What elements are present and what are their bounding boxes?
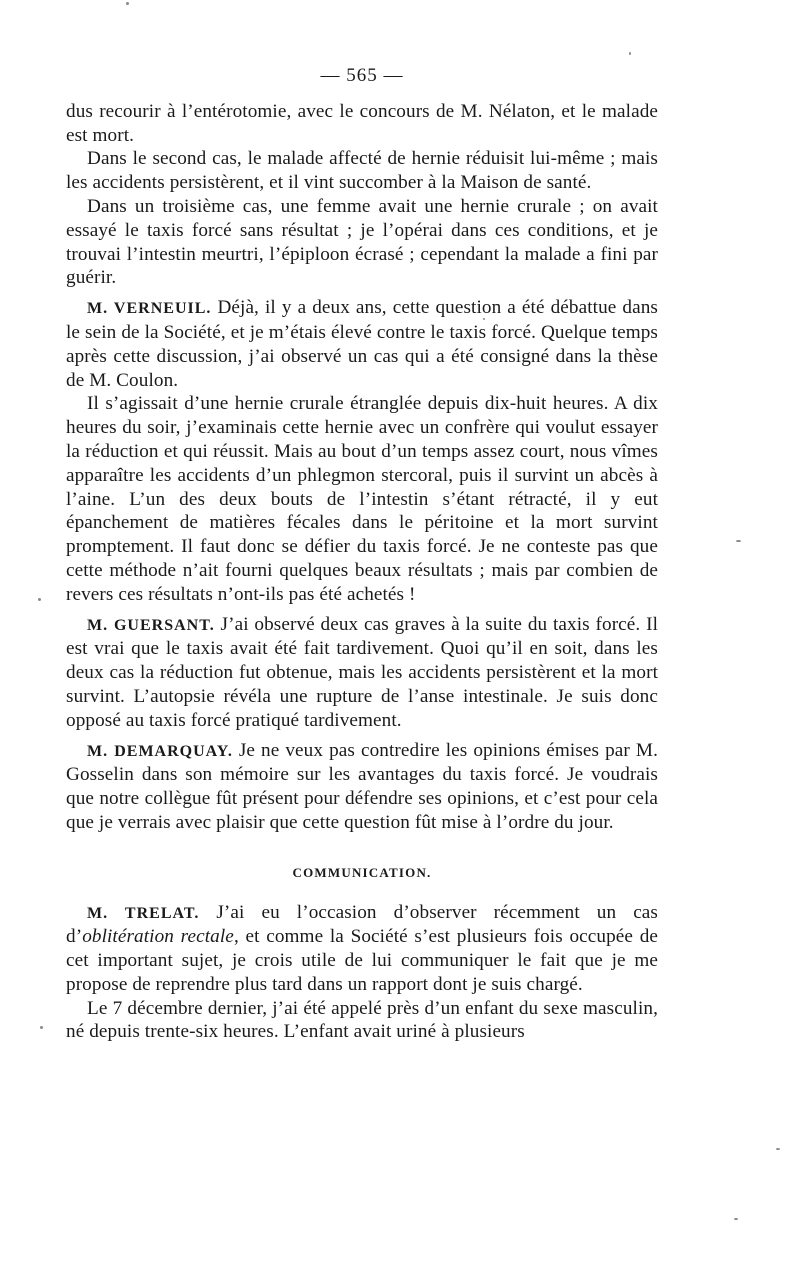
print-speck <box>776 1148 780 1150</box>
paragraph <box>66 147 658 195</box>
speaker-paragraph <box>66 901 658 997</box>
speaker-name: M. TRELAT. <box>87 904 200 922</box>
paragraph-text: Dans le second cas, le malade affecté de hernie réduisit lui-même ; mais les accidents persistèrent, et il vint succomber à la Maison de santé. <box>66 148 658 194</box>
paragraph-text: Je ne veux pas contredire les opinions émises par M. Gosselin dans son mémoire sur les avantages du taxis forcé. Je voudrais que notre collègue fût présent pour défendre ses opinions, et c’est pour cela que je verrais avec plaisir que cette question fût mise à l’ordre du jour. <box>66 739 658 833</box>
document-page <box>66 64 658 1044</box>
paragraph <box>66 997 658 1045</box>
print-speck <box>38 598 41 601</box>
paragraph-text: Le 7 décembre dernier, j’ai été appelé près d’un enfant du sexe masculin, né depuis trente-six heures. L’enfant avait uriné à plusieurs <box>66 997 658 1043</box>
print-speck <box>736 540 741 542</box>
paragraph-text: J’ai eu l’occasion d’observer récemment un cas d’ <box>66 901 658 948</box>
paragraph-text: J’ai observé deux cas graves à la suite du taxis forcé. Il est vrai que le taxis avait été fait tardivement. Quoi qu’il en soit, dans les deux cas la réduction fut obtenue, mais les accidents persistèrent et la mort survint. L’autopsie révéla une rupture de l’anse intestinale. Je suis donc opposé au taxis forcé pratiqué tardivement. <box>66 613 659 731</box>
page-number: — 565 — <box>320 65 404 86</box>
paragraph <box>66 100 658 148</box>
paragraph-text: Il s’agissait d’une hernie crurale étranglée depuis dix-huit heures. A dix heures du soir, j’examinais cette hernie avec un confrère qui voulut essayer la réduction et qui réussit. Mais au bout d’un temps assez court, nous vîmes apparaître les accidents d’un phlegmon stercoral, puis il survint un abcès à l’aine. L’un des deux bouts de l’intestin s’étant rétracté, il y eut épanchement de matières fécales dans le péritoine et la mort survint promptement. Il faut donc se défier du taxis forcé. Je ne conteste pas que cette méthode n’ait fourni quelques beaux résultats ; mais par combien de revers ces résultats n’ont-ils pas été achetés ! <box>66 393 658 605</box>
paragraph-text: Déjà, il y a deux ans, cette question a été débattue dans le sein de la Société, et je m’étais élevé contre le taxis forcé. Quelque temps après cette discussion, j’ai observé un cas qui a été consigné dans la thèse de M. Coulon. <box>66 297 658 391</box>
speaker-paragraph <box>66 296 658 392</box>
paragraph <box>66 392 658 606</box>
paragraph-text: Dans un troisième cas, une femme avait une hernie crurale ; on avait essayé le taxis forcé sans résultat ; je l’opérai dans ces conditions, et je trouvai l’intestin meurtri, l’épiploon écrasé ; cependant la malade a fini par guérir. <box>66 195 658 289</box>
paragraph-text: dus recourir à l’entérotomie, avec le concours de M. Nélaton, et le malade est mort. <box>66 100 658 146</box>
speaker-paragraph <box>66 613 658 733</box>
print-speck <box>629 52 631 55</box>
paragraph <box>66 195 658 290</box>
speaker-name: M. DEMARQUAY. <box>87 742 233 760</box>
speaker-paragraph <box>66 739 658 835</box>
paragraph-text: , et comme la Société s’est plusieurs fois occupée de cet important sujet, je crois utile de lui communiquer le fait que je me propose de reprendre plus tard dans un rapport dont je suis chargé. <box>66 926 659 995</box>
print-speck <box>734 1218 738 1220</box>
italic-term: oblitération rectale <box>82 926 234 948</box>
print-speck <box>126 2 129 5</box>
speaker-name: M. GUERSANT. <box>87 616 215 634</box>
section-title: COMMUNICATION. <box>292 864 432 880</box>
print-speck <box>40 1026 43 1029</box>
speaker-name: M. VERNEUIL. <box>87 300 212 318</box>
